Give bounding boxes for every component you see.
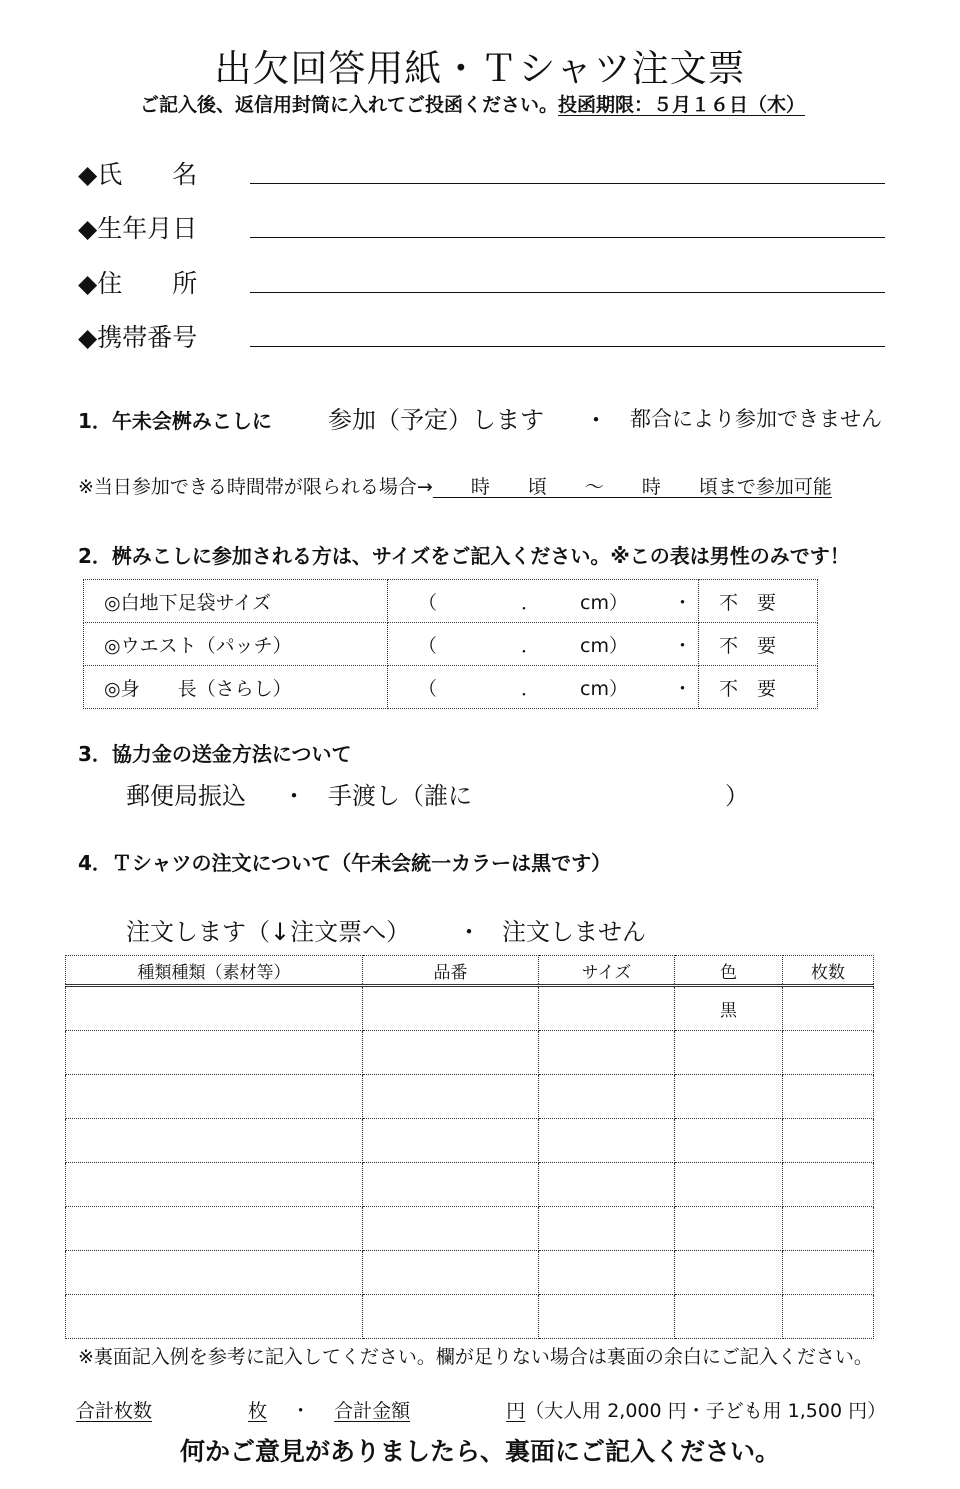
column-header-size: サイズ <box>539 956 675 986</box>
time-note-prefix: ※当日参加できる時間帯が限られる場合→ <box>78 476 433 498</box>
item-number-cell[interactable] <box>363 1163 539 1207</box>
type-cell[interactable] <box>66 1031 363 1075</box>
color-cell[interactable] <box>675 1207 783 1251</box>
item-number-cell[interactable] <box>363 1119 539 1163</box>
size-item-label: ◎身 長（さらし） <box>104 677 292 700</box>
birthdate-label: ◆生年月日 <box>78 214 198 243</box>
subtitle-instruction: ご記入後、返信用封筒に入れてご投函ください。 <box>140 94 559 116</box>
size-cell[interactable] <box>539 1251 675 1295</box>
item-number-cell[interactable] <box>363 1031 539 1075</box>
size-cell[interactable] <box>539 986 675 1031</box>
table-row <box>66 1251 874 1295</box>
order-table <box>65 955 874 1339</box>
postal-transfer-option[interactable]: 郵便局振込 <box>126 782 246 810</box>
item-number-cell[interactable] <box>363 1207 539 1251</box>
not-needed-option[interactable]: 不 要 <box>719 634 777 657</box>
column-header-quantity: 枚数 <box>783 956 874 986</box>
color-cell[interactable] <box>675 1251 783 1295</box>
hand-delivery-option[interactable]: 手渡し（誰に <box>328 782 472 810</box>
table-row <box>66 1207 874 1251</box>
time-range-field[interactable]: 時 頃 ～ 時 頃まで参加可能 <box>432 476 832 498</box>
order-table-header <box>66 956 874 986</box>
color-cell[interactable] <box>675 1295 783 1339</box>
item-number-cell[interactable] <box>363 1075 539 1119</box>
type-cell[interactable] <box>66 1075 363 1119</box>
size-cell[interactable] <box>539 1163 675 1207</box>
section2-heading: 2．桝みこしに参加される方は、サイズをご記入ください。※この表は男性のみです！ <box>78 544 850 568</box>
decimal-dot: ． <box>521 634 541 657</box>
separator: ・ <box>673 591 693 614</box>
footer-note: 何かご意見がありましたら、裏面にご記入ください。 <box>179 1437 780 1466</box>
phone-label: ◆携帯番号 <box>78 323 198 352</box>
totals-row <box>76 1396 886 1423</box>
unit-cm: cm） <box>580 677 628 700</box>
size-cell[interactable] <box>539 1119 675 1163</box>
color-cell[interactable] <box>675 1031 783 1075</box>
page-title: 出欠回答用紙・Ｔシャツ注文票 <box>214 47 746 90</box>
subtitle <box>140 90 805 117</box>
column-header-color: 色 <box>675 956 783 986</box>
color-cell[interactable] <box>675 1119 783 1163</box>
decimal-dot: ． <box>521 591 541 614</box>
unit-cm: cm） <box>580 634 628 657</box>
total-amount-unit: 円 <box>506 1400 526 1422</box>
size-cell[interactable] <box>539 1031 675 1075</box>
time-note <box>78 472 832 499</box>
total-amount-label: 合計金額 <box>334 1400 411 1422</box>
table-row <box>66 1075 874 1119</box>
separator: ・ <box>673 634 693 657</box>
separator: ・ <box>457 918 481 946</box>
section3-heading: 3．協力金の送金方法について <box>78 742 352 766</box>
quantity-cell[interactable] <box>783 1119 874 1163</box>
size-input-field[interactable] <box>388 666 698 708</box>
separator: ・ <box>291 1400 311 1422</box>
size-input-field[interactable] <box>388 580 698 622</box>
quantity-cell[interactable] <box>783 1251 874 1295</box>
unit-cm: cm） <box>580 591 628 614</box>
total-amount-field[interactable] <box>334 1400 525 1422</box>
type-cell[interactable] <box>66 1163 363 1207</box>
not-needed-option[interactable]: 不 要 <box>719 677 777 700</box>
size-row-tabi <box>84 580 818 623</box>
type-cell[interactable] <box>66 1295 363 1339</box>
size-row-waist <box>84 623 818 666</box>
deadline: 投函期限：５月１６日（木） <box>558 94 806 116</box>
size-cell[interactable] <box>539 1075 675 1119</box>
quantity-cell[interactable] <box>783 1295 874 1339</box>
address-label: ◆住 所 <box>78 269 198 298</box>
quantity-cell[interactable] <box>783 1207 874 1251</box>
table-note: ※裏面記入例を参考に記入してください。欄が足りない場合は裏面の余白にご記入ください。 <box>78 1346 873 1368</box>
quantity-cell[interactable] <box>783 986 874 1031</box>
item-number-cell[interactable] <box>363 1251 539 1295</box>
address-field[interactable] <box>250 292 885 293</box>
column-header-item-number: 品番 <box>363 956 539 986</box>
birthdate-field[interactable] <box>250 237 885 238</box>
quantity-cell[interactable] <box>783 1031 874 1075</box>
section4-heading: 4．Ｔシャツの注文について（午未会統一カラーは黒です） <box>78 851 612 875</box>
no-order-option[interactable]: 注文しません <box>502 918 646 946</box>
section1-heading: 1．午未会桝みこしに <box>78 409 272 433</box>
type-cell[interactable] <box>66 986 363 1031</box>
paren-close: ） <box>725 782 749 810</box>
separator: ・ <box>584 406 608 434</box>
paren-open: （ <box>418 677 438 700</box>
decline-option[interactable]: 都合により参加できません <box>630 407 882 431</box>
size-item-label: ◎ウエスト（パッチ） <box>104 634 292 657</box>
table-row <box>66 1295 874 1339</box>
size-cell[interactable] <box>539 1295 675 1339</box>
name-field[interactable] <box>250 183 885 184</box>
quantity-cell[interactable] <box>783 1163 874 1207</box>
table-row <box>66 1031 874 1075</box>
table-row <box>66 986 874 1031</box>
name-label: ◆氏 名 <box>78 160 198 189</box>
not-needed-option[interactable]: 不 要 <box>719 591 777 614</box>
paren-open: （ <box>418 591 438 614</box>
decimal-dot: ． <box>521 677 541 700</box>
table-row <box>66 1163 874 1207</box>
quantity-cell[interactable] <box>783 1075 874 1119</box>
paren-open: （ <box>418 634 438 657</box>
type-cell[interactable] <box>66 1119 363 1163</box>
type-cell[interactable] <box>66 1207 363 1251</box>
separator: ・ <box>673 677 693 700</box>
size-item-label: ◎白地下足袋サイズ <box>104 591 272 614</box>
total-count-unit: 枚 <box>248 1400 268 1422</box>
total-count-label: 合計枚数 <box>76 1400 153 1422</box>
attend-option[interactable]: 参加（予定）します <box>328 406 544 434</box>
total-count-field[interactable] <box>76 1400 267 1422</box>
size-cell[interactable] <box>539 1207 675 1251</box>
color-cell[interactable] <box>675 1163 783 1207</box>
column-header-type: 種類種類（素材等） <box>66 956 363 986</box>
item-number-cell[interactable] <box>363 1295 539 1339</box>
size-row-height <box>84 666 818 709</box>
color-cell[interactable] <box>675 1075 783 1119</box>
price-note: （大人用 2,000 円・子ども用 1,500 円） <box>525 1400 887 1422</box>
table-row <box>66 1119 874 1163</box>
item-number-cell[interactable] <box>363 986 539 1031</box>
size-table <box>83 579 818 709</box>
size-input-field[interactable] <box>388 623 698 665</box>
order-option[interactable]: 注文します（↓注文票へ） <box>126 918 411 946</box>
separator: ・ <box>282 782 306 810</box>
phone-field[interactable] <box>250 346 885 347</box>
type-cell[interactable] <box>66 1251 363 1295</box>
color-cell: 黒 <box>675 986 783 1031</box>
